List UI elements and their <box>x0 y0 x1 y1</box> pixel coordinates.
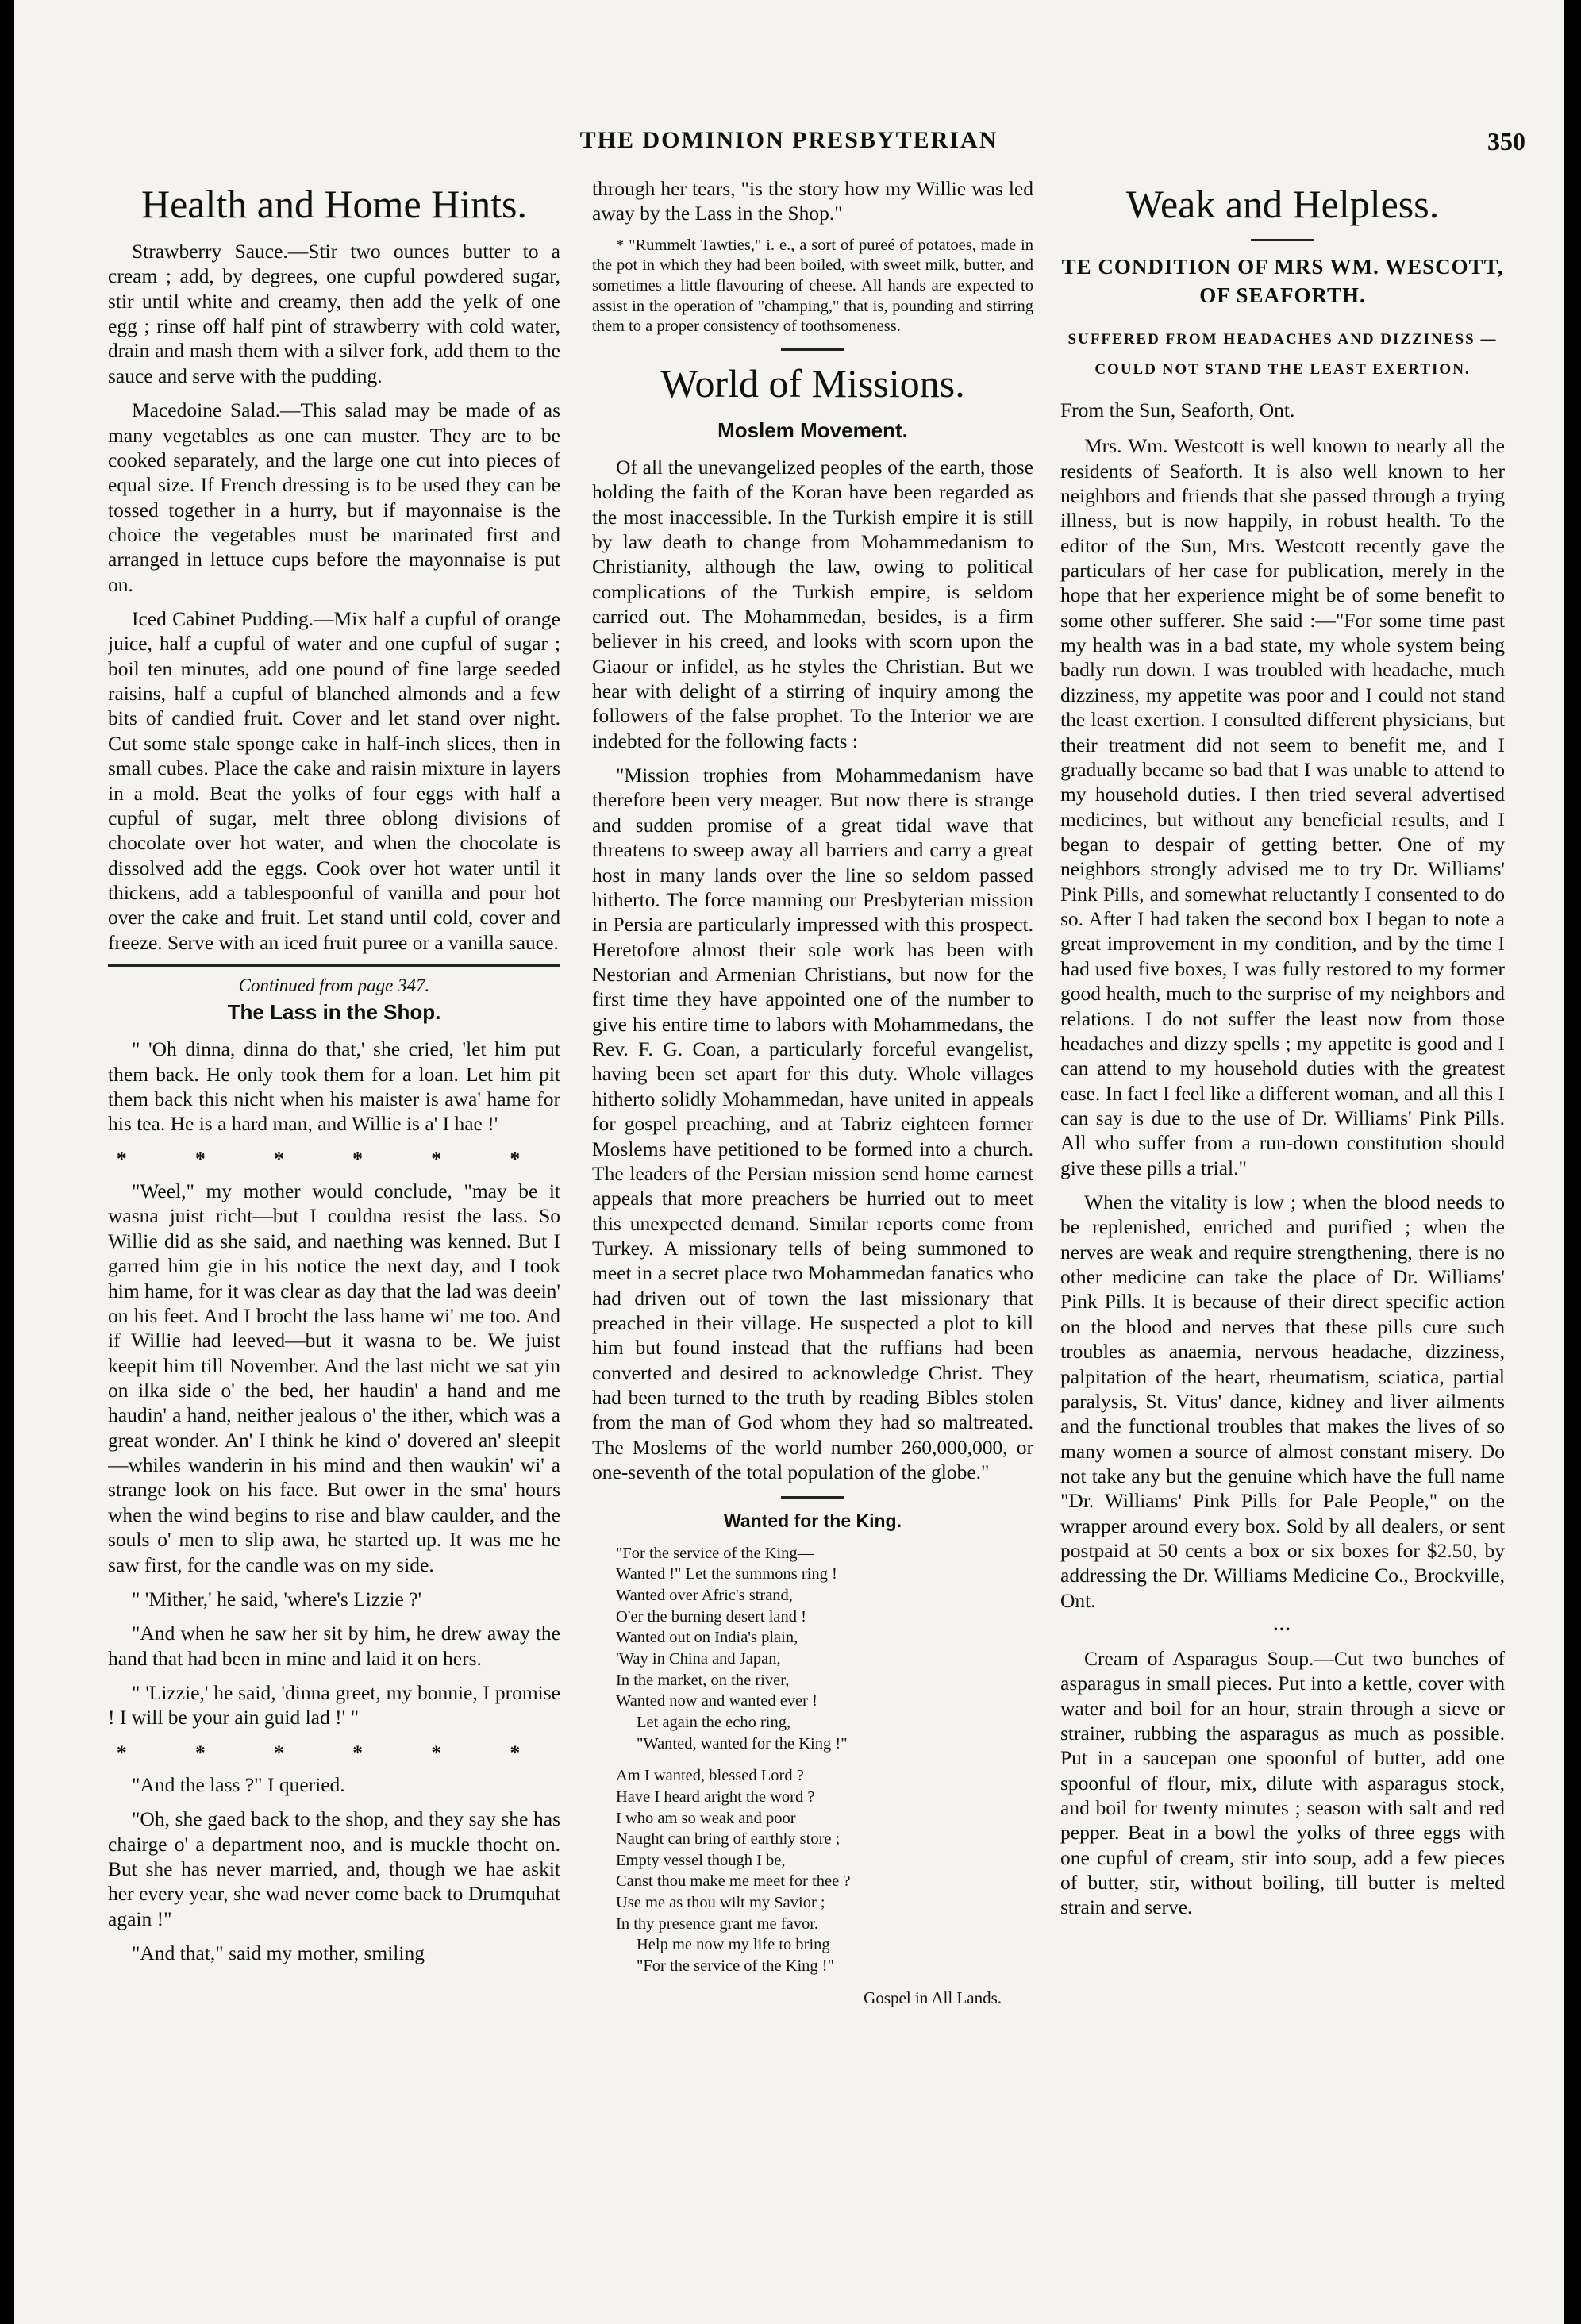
poem-line: In thy presence grant me favor. <box>616 1914 819 1933</box>
poem-line: Empty vessel though I be, <box>616 1851 786 1869</box>
poem-line: O'er the burning desert land ! <box>616 1607 806 1626</box>
story-paragraph: "Oh, she gaed back to the shop, and they say she has chairge o' a department noo, and is muckle thocht on. But she has never married, and, though we hae askit her every year, she wad never come back to Drumquhat again !" <box>108 1807 560 1930</box>
poem-line: Am I wanted, blessed Lord ? <box>616 1767 804 1785</box>
poem-source: Gospel in All Lands. <box>864 1987 1002 2007</box>
poem-line: Use me as thou wilt my Savior ; <box>616 1894 825 1912</box>
moslem-movement-subtitle: Moslem Movement. <box>717 417 908 442</box>
poem-line: Wanted !" Let the summons ring ! <box>616 1565 837 1583</box>
poem-line: Help me now my life to bring <box>637 1936 830 1954</box>
article-subdeck: SUFFERED FROM HEADACHES AND DIZZINESS —COULD NOT STAND THE LEAST EXERTION. <box>1067 330 1498 378</box>
short-divider <box>781 1496 844 1499</box>
page-number: 350 <box>1487 127 1525 156</box>
column-2 <box>592 176 1033 2287</box>
poem-line: Wanted over Afric's strand, <box>616 1587 793 1605</box>
story-paragraph: "Weel," my mother would conclude, "may be it wasna juist richt—but I couldna resist the lass. So Willie did as she said, and naething was kenned. But I garred him gie in his notice the next day, and I took him hame, for it was clear as day that the lad was deein' on his feet. And I brocht the lass hame wi' me too. And if Willie had leeved—but it wasna to be. We juist keepit him till November. And the last nicht we sat yin on ilka side o' the bed, her haudin' a hand and me haudin' a hand, neither jealous o' the ither, which was a great wonder. An' I think he kind o' dovered an' sleepit—whiles wanderin in his mind and then waukin' wi' a strange look on his face. But ower in the sma' hours when the wind begins to rise and blaw caulder, and the souls o' men to slip awa, he started up. It was me he saw first, for the candle was on my side. <box>108 1179 560 1576</box>
health-home-hints-title: Health and Home Hints. <box>140 182 527 226</box>
column-1 <box>108 176 560 2287</box>
section-divider <box>108 964 560 967</box>
poem-line: Have I heard aright the word ? <box>616 1787 815 1806</box>
article-paragraph: When the vitality is low ; when the blood needs to be replenished, enriched and purified ; when the nerves are weak and require strengthening, there is no other medicine can take the place of Dr. Williams' Pink Pills. It is because of their direct specific action on the blood and nerves that these pills cure such troubles as anaemia, nervous headache, dizziness, palpitation of the heart, rheumatism, sciatica, partial paralysis, St. Vitus' dance, kidney and liver ailments and the functional troubles that makes the lives of so many women a source of almost constant misery. Do not take any but the genuine which have the full name "Dr. Williams' Pink Pills for Pale People," on the wrapper around every box. Sold by all dealers, or sent postpaid at 50 cents a box or six boxes for $2.50, by addressing the Dr. Williams Medicine Co., Brockville, Ont. <box>1060 1191 1505 1612</box>
footnote: * "Rummelt Tawties," i. e., a sort of pureé of potatoes, made in the pot in which they had been boiled, with sweet milk, butter, and sometimes a little flavouring of cheese. All hands are expected to assist in the operation of "champing," that is, pounding and stirring them to a proper consistency of toothsomeness. <box>592 236 1033 336</box>
weak-and-helpless-title: Weak and Helpless. <box>1125 182 1440 226</box>
world-of-missions-title: World of Missions. <box>660 360 965 406</box>
story-continuation: through her tears, "is the story how my Willie was led away by the Lass in the Shop." <box>592 177 1033 225</box>
poem-line: Canst thou make me meet for thee ? <box>616 1872 851 1891</box>
story-paragraph: " 'Mither,' he said, 'where's Lizzie ?' <box>132 1587 422 1610</box>
newspaper-page <box>14 0 1564 2324</box>
article-paragraph: Iced Cabinet Pudding.—Mix half a cupful of orange juice, half a cupful of water and one cupful of sugar ; boil ten minutes, add one pound of fine large seeded raisins, half a cupful of blanched almonds and a few bits of candied fruit. Cover and let stand over night. Cut some stale sponge cake in half-inch slices, then in small cubes. Place the cake and raisin mixture in layers in a mold. Beat the yolks of four eggs with half a cupful of sugar, melt three oblong divisions of chocolate over hot water, and when the chocolate is dissolved add the eggs. Cook over hot water until it thickens, add a tablespoonful of vanilla and pour hot over the cake and fruit. Let stand until cold, cover and freeze. Serve with an iced fruit puree or a vanilla sauce. <box>108 607 560 954</box>
story-title: The Lass in the Shop. <box>227 1000 441 1025</box>
section-break-dots: * * * * * * <box>116 1146 552 1170</box>
poem-title: Wanted for the King. <box>723 1510 902 1531</box>
poem-line: I who am so weak and poor <box>616 1809 796 1827</box>
article-paragraph: Mrs. Wm. Westcott is well known to nearly all the residents of Seaforth. It is also well known to her neighbors and friends that she passed through a trying illness, but is now happily, in robust health. To the editor of the Sun, Mrs. Westcott recently gave the particulars of her case for publication, merely in the hope that her experience might be of some benefit to some other sufferer. She said :—"For some time past my health was in a bad state, my whole system being badly run down. I was troubled with headache, much dizziness, my appetite was poor and I could not stand the least exertion. I consulted different physicians, but their treatment did not seem to benefit me, and I gradually became so bad that I was unable to attend to my household duties. I then tried several advertised medicines, but without any beneficial results, and I began to despair of getting better. One of my neighbors strongly advised me to try Dr. Williams' Pink Pills, and somewhat reluctantly I consented to do so. After I had taken the second box I began to note a great improvement in my condition, and by the time I had used five boxes, I was fully restored to my former good health, much to the surprise of my neighbors and relations. I do not suffer the least now from those headaches and dizzy spells ; my appetite is good and I can attend to my household duties with the greatest ease. In fact I feel like a different woman, and all this I can say is due to the use of Dr. Williams' Pink Pills. All who suffer from a run-down constitution should give these pills a trial." <box>1060 434 1505 1179</box>
article-paragraph: Strawberry Sauce.—Stir two ounces butter to a cream ; add, by degrees, one cupful powdered sugar, stir until white and creamy, then add the yelk of one egg ; rinse off half pint of strawberry with cold water, drain and mash them with a silver fork, add them to the sauce and serve with the pudding. <box>108 240 560 387</box>
short-divider <box>781 348 844 351</box>
story-paragraph: " 'Oh dinna, dinna do that,' she cried, 'let him put them back. He only took them for a loan. Let him pit them back this nicht when his maister is awa' hame for his tea. He is a hard man, and Willie is a' I hae !' <box>108 1037 560 1136</box>
article-paragraph: "Mission trophies from Mohammedanism have therefore been very meager. But now there is strange and sudden promise of a great tidal wave that threatens to sweep away all barriers and carry a great host in many lands over the line so seldom passed hitherto. The force manning our Presbyterian mission in Persia are particularly impressed with this prospect. Heretofore almost their sole work has been with Nestorian and Armenian Christians, but now for the first time they have appointed one of the number to give his entire time to labors with Mohammedans, the Rev. F. G. Coan, a particularly forceful evangelist, having been set apart for this duty. Whole villages hitherto solidly Mohammedan, have united in appeals for gospel preaching, and at Tabriz eighteen former Moslems have petitioned to be formed into a church. The leaders of the Persian mission send home earnest appeals that more preachers be hurried out to meet this unexpected demand. Similar reports come from Turkey. A missionary tells of being summoned to meet in a secret place two Mohammedan fanatics who had driven out of town the last missionary that preached in their village. He suspected a plot to kill him but found instead that the ruffians had been converted and desired to acknowledge Christ. They had been turned to the truth by reading Bibles stolen from the man of God whom they had so maltreated. The Moslems of the world number 260,000,000, or one-seventh of the total population of the globe." <box>592 764 1033 1484</box>
recipe-paragraph: Cream of Asparagus Soup.—Cut two bunches of asparagus in small pieces. Put into a kettle, cover with water and boil for an hour, strain through a sieve or strainer, rubbing the asparagus as much as possible. Put in a saucepan one spoonful of butter, add one spoonful of flour, mix, dilute with asparagus stock, and boil for twenty minutes ; season with salt and red pepper. Beat in a bowl the yolks of three eggs with one cupful of cream, stir into soup, add a few pieces of butter, stir, without boiling, till butter is melted strain and serve. <box>1060 1646 1505 1919</box>
ornament-divider: ••• <box>1273 1623 1292 1637</box>
story-paragraph: "And that," said my mother, smiling <box>132 1941 425 1965</box>
section-break-dots: * * * * * * <box>116 1740 552 1764</box>
poem-line: 'Way in China and Japan, <box>616 1650 781 1668</box>
story-paragraph: "And the lass ?" I queried. <box>132 1773 345 1797</box>
dateline: From the Sun, Seaforth, Ont. <box>1060 398 1295 421</box>
column-3 <box>1060 176 1505 2287</box>
poem-line: Wanted out on India's plain, <box>616 1629 798 1647</box>
poem-line: "For the service of the King !" <box>637 1957 835 1975</box>
poem-line: Wanted now and wanted ever ! <box>616 1692 817 1710</box>
story-paragraph: "And when he saw her sit by him, he drew away the hand that had been in mine and laid it on hers. <box>108 1622 560 1670</box>
poem-line: Let again the echo ring, <box>637 1713 791 1731</box>
poem-stanza-2 <box>616 1765 1033 1976</box>
poem-line: In the market, on the river, <box>616 1671 790 1689</box>
article-paragraph: Macedoine Salad.—This salad may be made of as many vegetables as one can muster. They are to be cooked separately, and the large one cut into pieces of equal size. If French dressing is to be used they can be tossed together in a hurry, but if mayonnaise is the choice the vegetables must be marinated first and arranged in lettuce cups before the mayonnaise is put on. <box>108 398 560 596</box>
poem-line: Naught can bring of earthly store ; <box>616 1830 841 1849</box>
poem-line: "Wanted, wanted for the King !" <box>637 1734 848 1753</box>
article-paragraph: Of all the unevangelized peoples of the earth, those holding the faith of the Koran have been regarded as the most inaccessible. In the Turkish empire it is still by law death to change from Mohammedanism to Christianity, although the law, owing to political complications of the Turkish empire, is seldom carried out. The Mohammedan, besides, is a firm believer in his creed, and looks with scorn upon the Giaour or infidel, as he styles the Christian. But we hear with delight of a stirring of inquiry among the followers of the false prophet. To the Interior we are indebted for the following facts : <box>592 455 1033 752</box>
running-title: THE DOMINION PRESBYTERIAN <box>579 127 998 153</box>
short-divider <box>1251 239 1314 241</box>
continued-note: Continued from page 347. <box>238 975 430 996</box>
poem-line: "For the service of the King— <box>616 1544 814 1562</box>
article-deck: TE CONDITION OF MRS WM. WESCOTT, OF SEAFORTH. <box>1061 255 1504 308</box>
poem-stanza-1 <box>616 1543 1033 1754</box>
story-paragraph: " 'Lizzie,' he said, 'dinna greet, my bonnie, I promise ! I will be your ain guid lad !' " <box>108 1680 560 1730</box>
